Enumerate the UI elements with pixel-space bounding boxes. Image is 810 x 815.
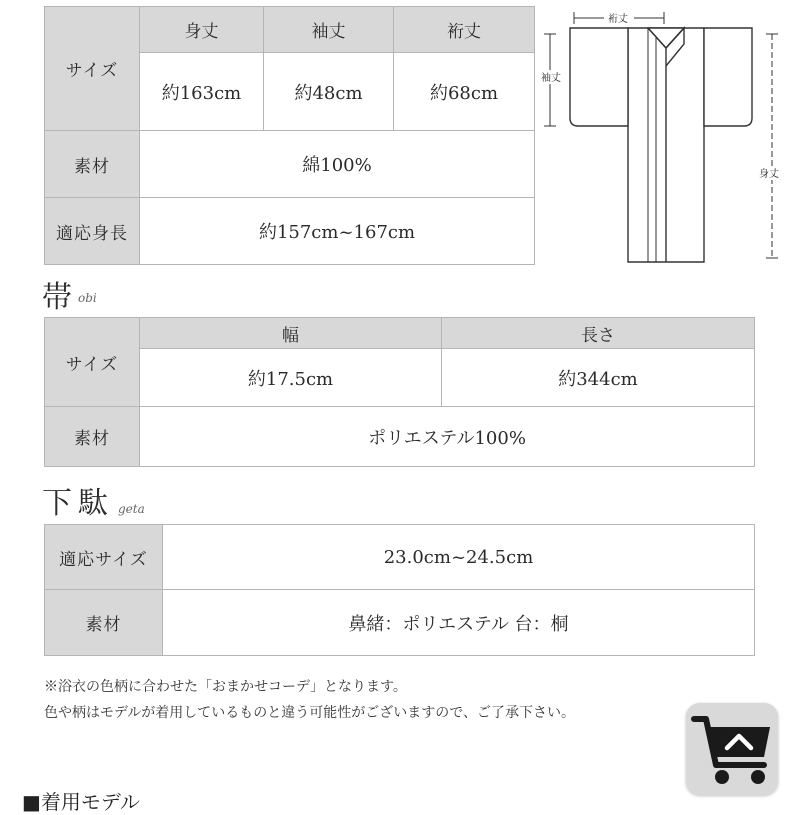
diagram-sode-label: 袖丈: [541, 73, 561, 84]
value-sodetake: 約48cm: [264, 53, 394, 131]
obi-material-value: ポリエステル100%: [140, 407, 755, 467]
obi-subtitle: obi: [78, 291, 97, 305]
value-yukitake: 約68cm: [394, 53, 535, 131]
kimono-height-value: 約157cm~167cm: [140, 198, 535, 265]
kimono-size-label: サイズ: [45, 7, 140, 131]
obi-size-table: [44, 317, 755, 467]
geta-title: 下駄: [42, 486, 114, 521]
geta-subtitle: geta: [118, 502, 145, 516]
kimono-material-label: 素材: [45, 131, 140, 198]
kimono-diagram: [538, 4, 788, 269]
kimono-material-value: 綿100%: [140, 131, 535, 198]
header-yukitake: 裄丈: [394, 7, 535, 53]
obi-size-label: サイズ: [45, 318, 140, 407]
geta-size-table: [44, 524, 755, 656]
geta-material-label: 素材: [45, 590, 163, 656]
model-heading: ■着用モデル: [22, 790, 140, 814]
header-nagasa: 長さ: [442, 318, 755, 349]
obi-material-label: 素材: [45, 407, 140, 467]
diagram-yuki-label: 裄丈: [608, 14, 628, 25]
header-sodetake: 袖丈: [264, 7, 394, 53]
note-line-1: ※浴衣の色柄に合わせた「おまかせコーデ」となります。: [44, 679, 407, 695]
diagram-mitake-label: 身丈: [759, 169, 779, 180]
geta-size-label: 適応サイズ: [45, 525, 163, 590]
cart-scroll-up-button[interactable]: [686, 703, 778, 795]
obi-title: 帯: [42, 280, 74, 315]
value-haba: 約17.5cm: [140, 349, 442, 407]
note-line-2: 色や柄はモデルが着用しているものと違う可能性がございますので、ご了承下さい。: [44, 705, 576, 721]
header-mitake: 身丈: [140, 7, 264, 53]
cart-icon: [694, 719, 770, 784]
geta-size-value: 23.0cm~24.5cm: [163, 525, 755, 590]
header-haba: 幅: [140, 318, 442, 349]
value-nagasa: 約344cm: [442, 349, 755, 407]
geta-material-value: 鼻緒：ポリエステル 台：桐: [163, 590, 755, 656]
kimono-height-label: 適応身長: [45, 198, 140, 265]
value-mitake: 約163cm: [140, 53, 264, 131]
kimono-size-table: [44, 6, 535, 265]
